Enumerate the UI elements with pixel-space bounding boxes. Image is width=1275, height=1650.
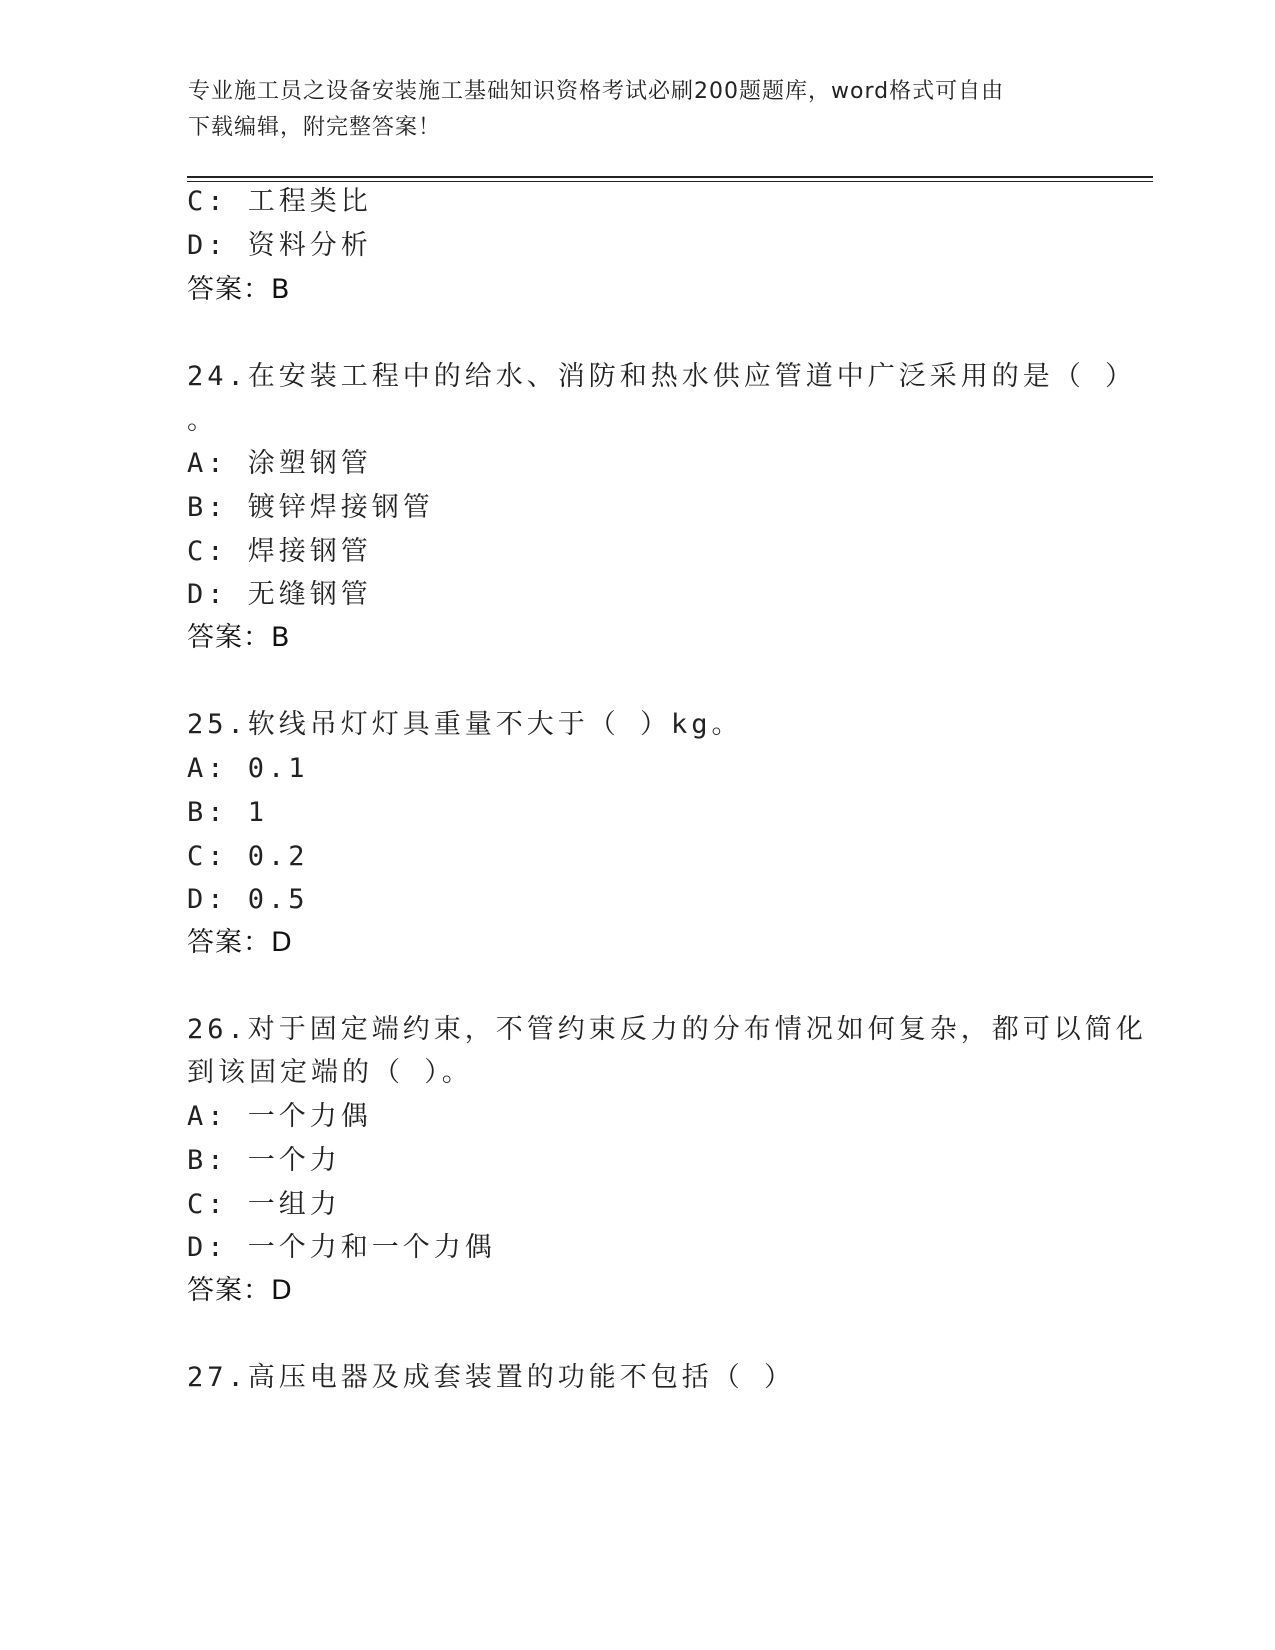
question-26-option-c: C: 一组力 xyxy=(187,1189,341,1220)
header-line-1: 专业施工员之设备安装施工基础知识资格考试必刷200题题库，word格式可自由 xyxy=(188,79,1005,104)
question-26-stem-cont: 到该固定端的（ ）。 xyxy=(187,1057,473,1088)
question-25-answer: 答案：D xyxy=(187,927,293,958)
question-24-stem-cont: 。 xyxy=(187,405,218,436)
header-divider-thin xyxy=(187,181,1153,182)
question-24-option-d: D: 无缝钢管 xyxy=(187,579,372,610)
question-24-option-a: A: 涂塑钢管 xyxy=(187,448,372,479)
question-26-answer: 答案：D xyxy=(187,1275,293,1306)
question-24-option-c: C: 焊接钢管 xyxy=(187,536,372,567)
question-25-option-b: B: 1 xyxy=(187,797,269,828)
question-25-option-c: C: 0.2 xyxy=(187,841,309,872)
document-header xyxy=(188,74,1088,146)
question-26-stem: 26.对于固定端约束，不管约束反力的分布情况如何复杂，都可以简化 xyxy=(187,1014,1147,1045)
question-26-option-a: A: 一个力偶 xyxy=(187,1101,372,1132)
header-line-2: 下载编辑，附完整答案！ xyxy=(188,115,442,140)
question-24-option-b: B: 镀锌焊接钢管 xyxy=(187,492,434,523)
question-24-answer: 答案：B xyxy=(187,622,291,653)
question-26-option-b: B: 一个力 xyxy=(187,1145,341,1176)
prev-answer: 答案：B xyxy=(187,274,291,305)
question-25-option-a: A: 0.1 xyxy=(187,753,309,784)
question-25-option-d: D: 0.5 xyxy=(187,884,309,915)
header-divider-thick xyxy=(187,176,1153,178)
question-27-stem: 27.高压电器及成套装置的功能不包括（ ） xyxy=(187,1362,796,1393)
prev-option-c: C: 工程类比 xyxy=(187,186,372,217)
question-26-option-d: D: 一个力和一个力偶 xyxy=(187,1232,496,1263)
prev-option-d: D: 资料分析 xyxy=(187,230,372,261)
question-25-stem: 25.软线吊灯灯具重量不大于（ ）kg。 xyxy=(187,709,743,740)
question-24-stem: 24.在安装工程中的给水、消防和热水供应管道中广泛采用的是（ ） xyxy=(187,361,1137,392)
